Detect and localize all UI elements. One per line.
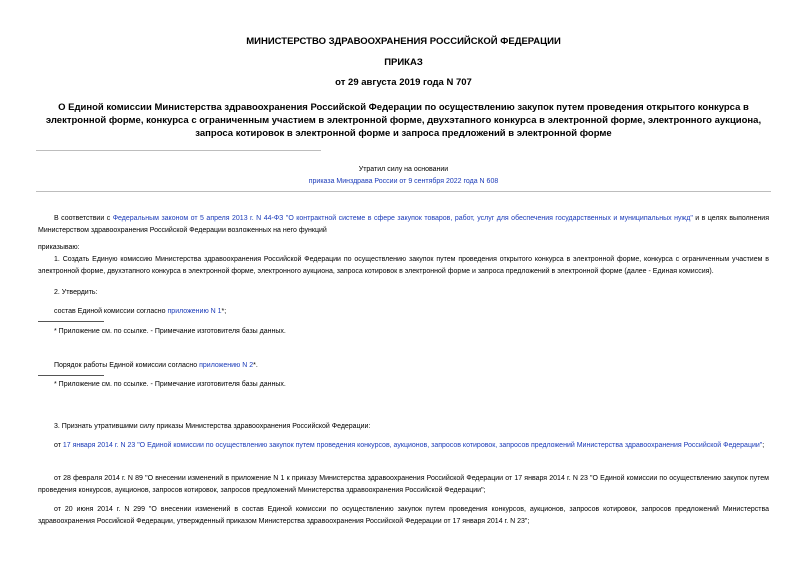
composition-paragraph: состав Единой комиссии согласно приложению N 1*; <box>54 308 227 315</box>
appendix-2-link[interactable]: приложению N 2 <box>199 362 254 369</box>
order-23-link[interactable]: 17 января 2014 г. N 23 "О Единой комиссии по осуществлению закупок путем проведения конкурсов, аукционов, запросов котировок, запросов предложений Министерства здравоохранения Российской Федерации" <box>62 442 763 449</box>
repeal-order-link[interactable]: приказа Минздрава России от 9 сентября 2022 года N 608 <box>308 178 499 185</box>
procedure-paragraph: Порядок работы Единой комиссии согласно приложению N 2*. <box>54 362 258 369</box>
appendix-1-link[interactable]: приложению N 1 <box>167 308 222 315</box>
title-divider <box>36 150 321 151</box>
status-text: Утратил силу на основании <box>358 166 449 173</box>
doc-type-heading: ПРИКАЗ <box>384 57 423 68</box>
document-title: О Единой комиссии Министерства здравоохранения Российской Федерации по осуществлению закупок путем проведения открытого конкурса в электронной форме, конкурса с ограниченным участием в электронной форме, двухэтапного конкурса в электронной форме, электронного аукциона, запроса котировок в электронной форме и запроса предложений в электронной форме <box>45 102 762 139</box>
footnote-separator <box>38 375 104 376</box>
repeal-3-paragraph: от 20 июня 2014 г. N 299 "О внесении изменений в состав Единой комиссии по осуществлению закупок путем проведения конкурсов, аукционов, запросов котировок, запросов предложений Министерства здравоохранения Российской Федерации, утвержденный приказом Министерства здравоохранения Российской Федерации от 17 января 2014 г. N 23"; <box>38 506 769 525</box>
repeal-1-paragraph: от 17 января 2014 г. N 23 "О Единой комиссии по осуществлению закупок путем проведения конкурсов, аукционов, запросов котировок, запросов предложений Министерства здравоохранения Российской Федерации"; <box>54 442 765 449</box>
item-3-paragraph: 3. Признать утратившими силу приказы Министерства здравоохранения Российской Федерации: <box>54 423 371 430</box>
federal-law-link[interactable]: Федеральным законом от 5 апреля 2013 г. N 44-ФЗ "О контрактной системе в сфере закупок товаров, работ, услуг для обеспечения государственных и муниципальных нужд" <box>112 215 693 222</box>
status-line <box>0 177 807 187</box>
status-divider <box>36 191 771 192</box>
footnote-2: * Приложение см. по ссылке. - Примечание изготовителя базы данных. <box>54 381 286 388</box>
repeal-2-paragraph: от 28 февраля 2014 г. N 89 "О внесении изменений в приложение N 1 к приказу Министерства здравоохранения Российской Федерации от 17 января 2014 г. N 23 "О Единой комиссии по осуществлению закупок путем проведения конкурсов, аукционов, запросов котировок, запросов предложений Министерства здравоохранения Российской Федерации"; <box>38 475 769 494</box>
intro-paragraph: В соответствии с Федеральным законом от 5 апреля 2013 г. N 44-ФЗ "О контрактной системе в сфере закупок товаров, работ, услуг для обеспечения государственных и муниципальных нужд" и в целях выполнения Министерством здравоохранения Российской Федерации возложенных на него функций <box>38 215 770 234</box>
order-word: приказываю: <box>38 244 80 251</box>
date-number-heading: от 29 августа 2019 года N 707 <box>335 77 472 88</box>
footnote-separator <box>38 321 104 322</box>
item-1-paragraph: 1. Создать Единую комиссию Министерства здравоохранения Российской Федерации по осуществлению закупок путем проведения открытого конкурса в электронной форме, конкурса с ограниченным участием в электронной форме, двухэтапного конкурса в электронной форме, электронного аукциона, запроса котировок в электронной форме и запроса предложений в электронной форме (далее - Единая комиссия). <box>38 256 769 275</box>
item-2-paragraph: 2. Утвердить: <box>54 289 98 296</box>
ministry-heading: МИНИСТЕРСТВО ЗДРАВООХРАНЕНИЯ РОССИЙСКОЙ ФЕДЕРАЦИИ <box>246 36 561 47</box>
footnote-1: * Приложение см. по ссылке. - Примечание изготовителя базы данных. <box>54 328 286 335</box>
